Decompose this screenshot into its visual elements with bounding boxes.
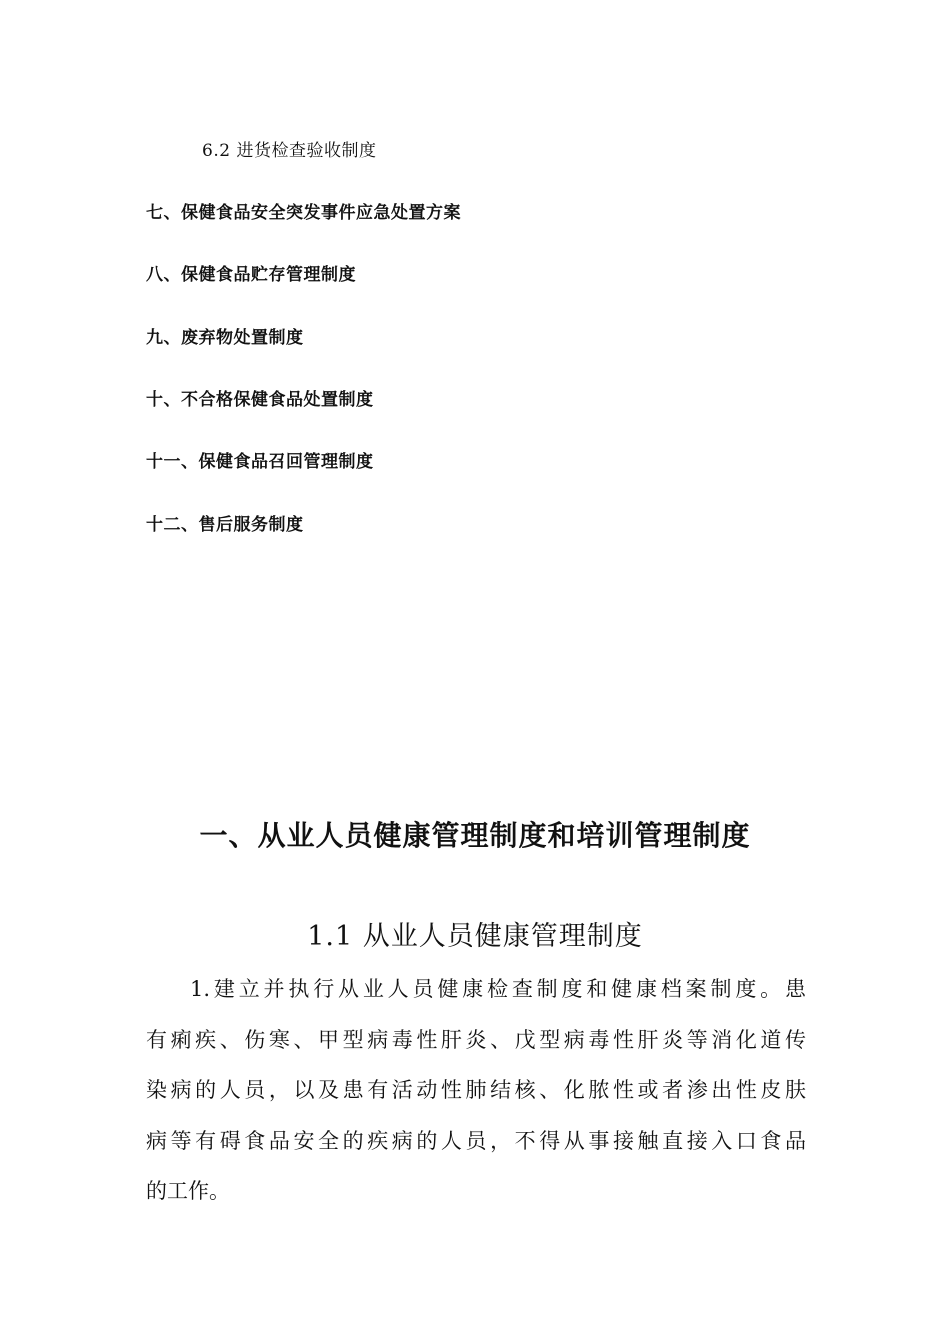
- toc-item-7: 七、保健食品安全突发事件应急处置方案: [146, 203, 461, 223]
- section-title: 一、从业人员健康管理制度和培训管理制度: [199, 819, 751, 852]
- section-subtitle: 1.1 从业人员健康管理制度: [307, 921, 643, 952]
- paragraph-line: 病等有碍食品安全的疾病的人员，不得从事接触直接入口食品: [146, 1129, 806, 1153]
- paragraph-line: 1.建立并执行从业人员健康检查制度和健康档案制度。患: [190, 977, 806, 1001]
- toc-item-9: 九、废弃物处置制度: [146, 328, 304, 348]
- toc-item-11: 十一、保健食品召回管理制度: [146, 452, 374, 472]
- paragraph-line: 染病的人员，以及患有活动性肺结核、化脓性或者渗出性皮肤: [146, 1078, 806, 1102]
- toc-item-10: 十、不合格保健食品处置制度: [146, 390, 374, 410]
- toc-item-6-2: 6.2 进货检查验收制度: [202, 141, 377, 161]
- paragraph-line: 有痢疾、伤寒、甲型病毒性肝炎、戊型病毒性肝炎等消化道传: [146, 1028, 806, 1052]
- toc-item-12: 十二、售后服务制度: [146, 515, 304, 535]
- toc-item-8: 八、保健食品贮存管理制度: [146, 265, 356, 285]
- paragraph-line: 的工作。: [146, 1179, 230, 1203]
